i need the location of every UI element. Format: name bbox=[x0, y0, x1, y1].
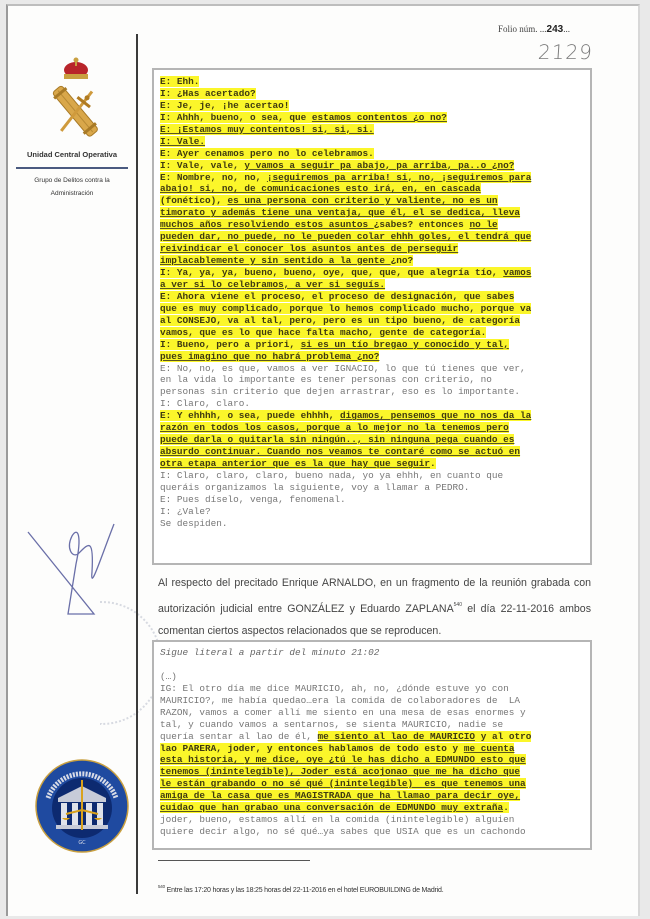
highlighted-text: amiga de la casa que es MAGISTRADA que ha llamao para decir oye, bbox=[160, 790, 521, 802]
transcript-text: MAURICIO?, me había quedao…era la comida de colaboradores de LA bbox=[160, 694, 521, 706]
highlighted-text: si es un tío bregao y conocido y tal, bbox=[300, 338, 509, 350]
transcript-line bbox=[160, 183, 584, 195]
transcript-line bbox=[160, 422, 584, 434]
transcript-line bbox=[160, 695, 584, 707]
transcript-text: queráis organizamos la siguiente, voy a llamar a PEDRO. bbox=[160, 481, 470, 493]
transcript-line bbox=[160, 100, 584, 112]
transcript-line bbox=[160, 470, 584, 482]
highlighted-text: lao PARERA, joder, y entonces hablamos de todo esto y bbox=[160, 742, 464, 754]
transcript-box-1 bbox=[152, 68, 592, 565]
highlighted-text: le están grabando o no sé qué (inintelegible) es que tenemos una bbox=[160, 778, 526, 790]
guardia-civil-emblem-icon bbox=[48, 54, 104, 144]
highlighted-text: es una persona con criterio y valiente, no es un bbox=[227, 195, 498, 207]
paragraph-text: Al respecto del precitado Enrique ARNALDO, en un fragmento de la reunión grabada con autorización judicial entre GONZÁLEZ y Eduardo ZAPLANA bbox=[158, 577, 591, 615]
highlighted-text: I: Ya, ya, ya, bueno, bueno, oye, que, que, que alegría tío, bbox=[160, 267, 504, 278]
transcript-line bbox=[160, 458, 584, 470]
transcript-line bbox=[160, 434, 584, 446]
transcript-line bbox=[160, 743, 584, 755]
transcript-line bbox=[160, 363, 584, 375]
highlighted-text: pues imagino que no habrá problema ¿no? bbox=[160, 350, 380, 362]
transcript-line bbox=[160, 802, 584, 814]
transcript-line bbox=[160, 231, 584, 243]
body-paragraph bbox=[158, 572, 591, 642]
transcript-box-2 bbox=[152, 640, 592, 850]
highlighted-text: a ver si lo celebramos, a ver si seguís. bbox=[160, 278, 386, 290]
transcript-line bbox=[160, 76, 584, 88]
highlighted-text: muchos años resolviendo estos asuntos bbox=[160, 219, 374, 231]
highlighted-text: vamos, que es lo que hace falta macho, gente de categoría. bbox=[160, 326, 487, 338]
footnote bbox=[158, 884, 443, 894]
transcript-line bbox=[160, 243, 584, 255]
transcript-line bbox=[160, 778, 584, 790]
highlighted-text: puede darla o quitarla sin ningún.., sin ninguna pega cuando es bbox=[160, 434, 515, 446]
grupo-delitos-administracion-seal-icon bbox=[34, 758, 130, 854]
transcript-line bbox=[160, 136, 584, 148]
group-name-line2: Administración bbox=[50, 190, 94, 197]
transcript-line bbox=[160, 291, 584, 303]
highlighted-text: que es muy complicado, porque lo hemos complicado mucho, porque va bbox=[160, 302, 532, 314]
highlighted-text: I: Vale, vale, bbox=[160, 159, 245, 171]
transcript-line bbox=[160, 160, 584, 172]
highlighted-text: y vamos a seguir pa abajo, pa arriba, pa..o ¿no? bbox=[244, 159, 515, 171]
highlighted-text: ¡seguiremos pa arriba! si, no, ¡seguiremos para bbox=[266, 171, 532, 183]
transcript-line bbox=[160, 814, 584, 826]
highlighted-text: timorato y además tiene una ventaja, que él, el se dedica, lleva bbox=[160, 207, 521, 219]
highlighted-text: E: Ayer cenamos pero no lo celebramos. bbox=[160, 147, 374, 159]
transcript-line bbox=[160, 671, 584, 683]
transcript-text: Se despiden. bbox=[160, 517, 228, 529]
transcript-line bbox=[160, 315, 584, 327]
folio-label: Folio núm. ... bbox=[498, 24, 547, 34]
highlighted-text: me siento al lao de MAURICIO bbox=[317, 730, 476, 742]
folio-value: 243 bbox=[546, 24, 564, 35]
transcript-line bbox=[160, 506, 584, 518]
highlighted-text: E: ¡Estamos muy contentos! si, si, si. bbox=[160, 123, 374, 135]
transcript-line bbox=[160, 790, 584, 802]
transcript-line bbox=[160, 207, 584, 219]
transcript-line bbox=[160, 267, 584, 279]
highlighted-text: I: ¿Has acertado? bbox=[160, 87, 256, 99]
transcript-line bbox=[160, 826, 584, 838]
transcript-line bbox=[160, 112, 584, 124]
transcript-text: en la vida lo importante es tener personas con criterio, no bbox=[160, 374, 492, 386]
transcript-text: quiere decir algo, no sé qué…ya sabes que USIA que es un cachondo bbox=[160, 826, 526, 838]
transcript-text: RAZON, vamos a comer allí me siento en una mesa de esas enormes y bbox=[160, 706, 526, 718]
transcript-line bbox=[160, 707, 584, 719]
transcript-text: joder, bueno, estamos allí en la comida (inintelegible) alguien bbox=[160, 814, 515, 826]
highlighted-text: absurdo continuar. Cuando nos veamos te contaré como se actuó en bbox=[160, 446, 521, 458]
transcript-text: I: Claro, claro, claro, bueno nada, yo ya ehhh, en cuanto que bbox=[160, 469, 504, 481]
transcript-line bbox=[160, 719, 584, 731]
footnote-reference[interactable]: 540 bbox=[453, 602, 462, 608]
highlighted-text: y al otro bbox=[475, 730, 532, 742]
sidebar-divider bbox=[16, 167, 128, 169]
transcript-text: Sigue literal a partir del minuto 21:02 bbox=[160, 647, 380, 658]
transcript-line bbox=[160, 255, 584, 267]
transcript-text: I: Claro, claro. bbox=[160, 398, 251, 410]
highlighted-text: al CONSEJO, va al tal, pero, pero es un tipo bueno, de categoría bbox=[160, 314, 521, 326]
highlighted-text: vamos bbox=[503, 267, 532, 278]
transcript-line bbox=[160, 766, 584, 778]
transcript-text: quería sentar al lao de él, bbox=[160, 730, 318, 742]
handwritten-page-number: 2129 bbox=[537, 40, 594, 64]
highlighted-text: I: Vale. bbox=[160, 135, 206, 147]
transcript-line bbox=[160, 88, 584, 100]
highlighted-text: estamos contentos ¿o no? bbox=[311, 111, 447, 123]
highlighted-text: (fonético), bbox=[160, 195, 228, 207]
highlighted-text: . bbox=[503, 802, 509, 814]
transcript-line bbox=[160, 518, 584, 530]
transcript-text: I: ¿Vale? bbox=[160, 505, 211, 517]
transcript-line bbox=[160, 327, 584, 339]
transcript-line bbox=[160, 647, 584, 659]
highlighted-text: E: Nombre, no, no, bbox=[160, 171, 267, 183]
transcript-line bbox=[160, 398, 584, 410]
transcript-line bbox=[160, 659, 584, 671]
highlighted-text: no le bbox=[469, 219, 498, 231]
footnote-number: 540 bbox=[158, 884, 165, 889]
transcript-line bbox=[160, 410, 584, 422]
highlighted-text: I: Bueno, pero a priori, bbox=[160, 338, 301, 350]
folio-suffix: ... bbox=[563, 24, 570, 34]
transcript-line bbox=[160, 279, 584, 291]
transcript-text: E: Pues díselo, venga, fenomenal. bbox=[160, 493, 346, 505]
group-name-line1: Grupo de Delitos contra la bbox=[34, 177, 110, 184]
footnote-text: Entre las 17:20 horas y las 18:25 horas del 22-11-2016 en el hotel EUROBUILDING de Madrid. bbox=[164, 887, 444, 894]
transcript-line bbox=[160, 172, 584, 184]
highlighted-text: cuidao que han grabao una conversación de EDMUNDO muy extraña bbox=[160, 802, 504, 814]
transcript-line bbox=[160, 731, 584, 743]
transcript-line bbox=[160, 351, 584, 363]
document-page bbox=[6, 4, 640, 916]
transcript-text: E: No, no, es que, vamos a ver IGNACIO, lo que tú tienes que ver, bbox=[160, 362, 526, 374]
highlighted-text: I: Ahhh, bueno, o sea, que bbox=[160, 111, 312, 123]
highlighted-text: me cuenta bbox=[463, 742, 515, 754]
margin-rule bbox=[136, 34, 138, 894]
highlighted-text: ¿sabes? entonces bbox=[373, 219, 470, 231]
highlighted-text: E: Y ehhhh, o sea, puede ehhhh, bbox=[160, 410, 341, 422]
transcript-line bbox=[160, 303, 584, 315]
transcript-line bbox=[160, 482, 584, 494]
transcript-line bbox=[160, 219, 584, 231]
highlighted-text: razón en todos los casos, porque a lo mejor no la tenemos pero bbox=[160, 422, 509, 434]
unit-name: Unidad Central Operativa bbox=[26, 150, 118, 159]
transcript-text: tal, y cuando vamos a sentarnos, se sienta MAURICIO, nadie se bbox=[160, 718, 504, 730]
highlighted-text: E: Je, je, ¡he acertao! bbox=[160, 99, 290, 111]
paragraph-text-continued: el día 22-11-2016 ambos comentan ciertos aspectos relacionados que se reproducen. bbox=[158, 603, 591, 637]
highlighted-text: ¿no? bbox=[390, 255, 414, 267]
highlighted-text: E: Ahora viene el proceso, el proceso de designación, que sabes bbox=[160, 290, 515, 302]
transcript-line bbox=[160, 374, 584, 386]
transcript-line bbox=[160, 339, 584, 351]
transcript-text: (…) bbox=[160, 670, 177, 682]
transcript-line bbox=[160, 754, 584, 766]
highlighted-text: reivindicar el conocer los asuntos antes de perseguir bbox=[160, 243, 459, 255]
svg-text:GC: GC bbox=[78, 840, 86, 846]
transcript-line bbox=[160, 124, 584, 136]
highlighted-text: E: Ehh. bbox=[160, 76, 200, 87]
highlighted-text: pueden dar, no puede, no le pueden colar ehhh goles, el tendrá que bbox=[160, 231, 532, 243]
transcript-line bbox=[160, 386, 584, 398]
highlighted-text: digamos, pensemos que no nos da la bbox=[340, 410, 532, 422]
group-name bbox=[12, 174, 132, 200]
footnote-divider bbox=[158, 860, 310, 861]
transcript-line bbox=[160, 195, 584, 207]
highlighted-text: tenemos (inintelegible), Joder está acojonao que me ha dicho que bbox=[160, 766, 521, 778]
highlighted-text: abajo! si, no, de comunicaciones esto irá, en, en cascada bbox=[160, 183, 481, 195]
folio-number bbox=[498, 24, 570, 35]
transcript-line bbox=[160, 494, 584, 506]
highlighted-text: implacablemente y sin sentido a la gente bbox=[160, 255, 391, 267]
transcript-text: IG: El otro día me dice MAURICIO, ah, no, ¿dónde estuve yo con bbox=[160, 682, 509, 694]
transcript-line bbox=[160, 446, 584, 458]
transcript-line bbox=[160, 148, 584, 160]
transcript-text: personas sin criterio que dejen arrastrar, eso es lo importante. bbox=[160, 386, 521, 398]
highlighted-text: . bbox=[430, 458, 436, 469]
highlighted-text: esta historia, y me dice, oye ¿tú le has dicho a EDMUNDO esto que bbox=[160, 754, 526, 766]
transcript-line bbox=[160, 683, 584, 695]
highlighted-text: otra etapa anterior que es la que hay que seguir bbox=[160, 458, 431, 469]
